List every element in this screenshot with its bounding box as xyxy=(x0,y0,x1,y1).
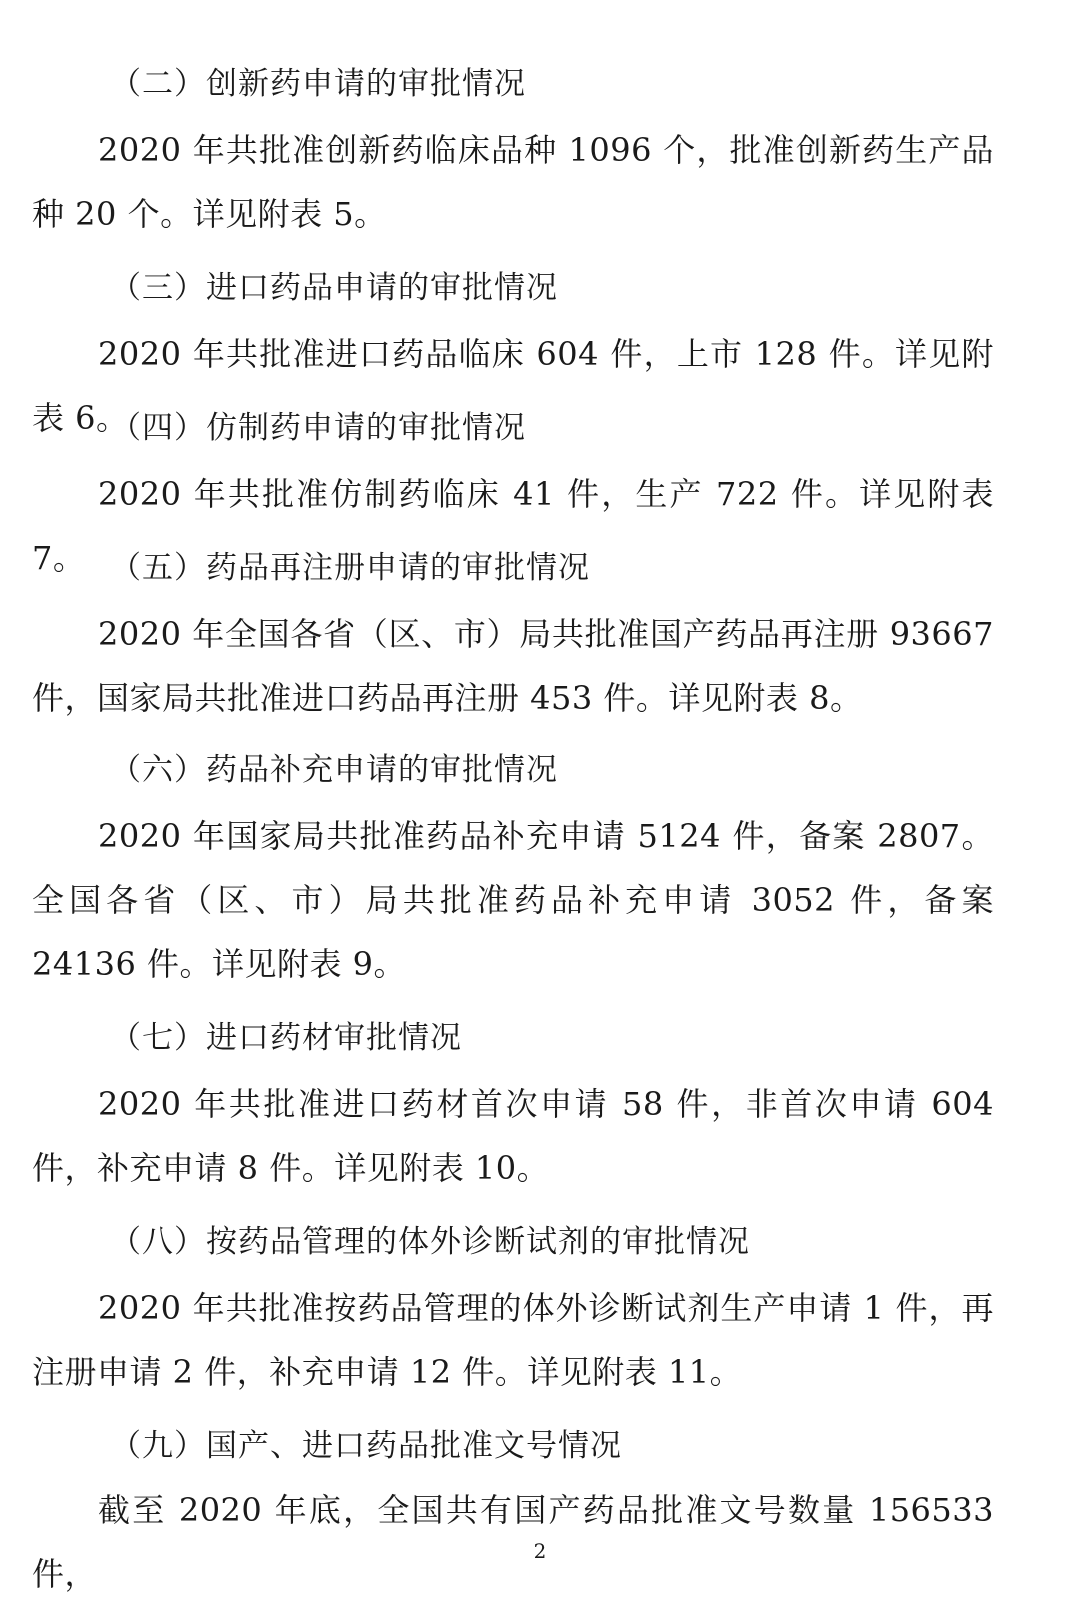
section-body-6: 2020 年国家局共批准药品补充申请 5124 件，备案 2807。全国各省（区、市）局共批准药品补充申请 3052 件，备案 24136 件。详见附表 9。 xyxy=(32,817,994,983)
section-heading-9: （九）国产、进口药品批准文号情况 xyxy=(110,1428,622,1464)
section-heading-6: （六）药品补充申请的审批情况 xyxy=(110,752,558,788)
section-body-8: 2020 年共批准按药品管理的体外诊断试剂生产申请 1 件，再注册申请 2 件，补充申请 12 件。详见附表 11。 xyxy=(32,1289,994,1391)
section-body-4: 2020 年共批准仿制药临床 41 件，生产 722 件。详见附表 7。 xyxy=(32,475,994,577)
section-body-5: 2020 年全国各省（区、市）局共批准国产药品再注册 93667 件，国家局共批准进口药品再注册 453 件。详见附表 8。 xyxy=(32,615,994,717)
section-heading-4: （四）仿制药申请的审批情况 xyxy=(110,410,526,446)
section-heading-7: （七）进口药材审批情况 xyxy=(110,1020,462,1056)
section-body-3: 2020 年共批准进口药品临床 604 件，上市 128 件。详见附表 6。 xyxy=(32,335,994,437)
section-heading-3: （三）进口药品申请的审批情况 xyxy=(110,270,558,306)
section-heading-2: （二）创新药申请的审批情况 xyxy=(110,66,526,102)
section-heading-5: （五）药品再注册申请的审批情况 xyxy=(110,550,590,586)
page-number: 2 xyxy=(533,1539,547,1563)
section-body-9: 截至 2020 年底，全国共有国产药品批准文号数量 156533 件， xyxy=(32,1491,994,1593)
section-body-7: 2020 年共批准进口药材首次申请 58 件，非首次申请 604 件，补充申请 8 件。详见附表 10。 xyxy=(32,1085,994,1187)
section-body-2: 2020 年共批准创新药临床品种 1096 个，批准创新药生产品种 20 个。详见附表 5。 xyxy=(32,131,994,233)
section-heading-8: （八）按药品管理的体外诊断试剂的审批情况 xyxy=(110,1224,750,1260)
